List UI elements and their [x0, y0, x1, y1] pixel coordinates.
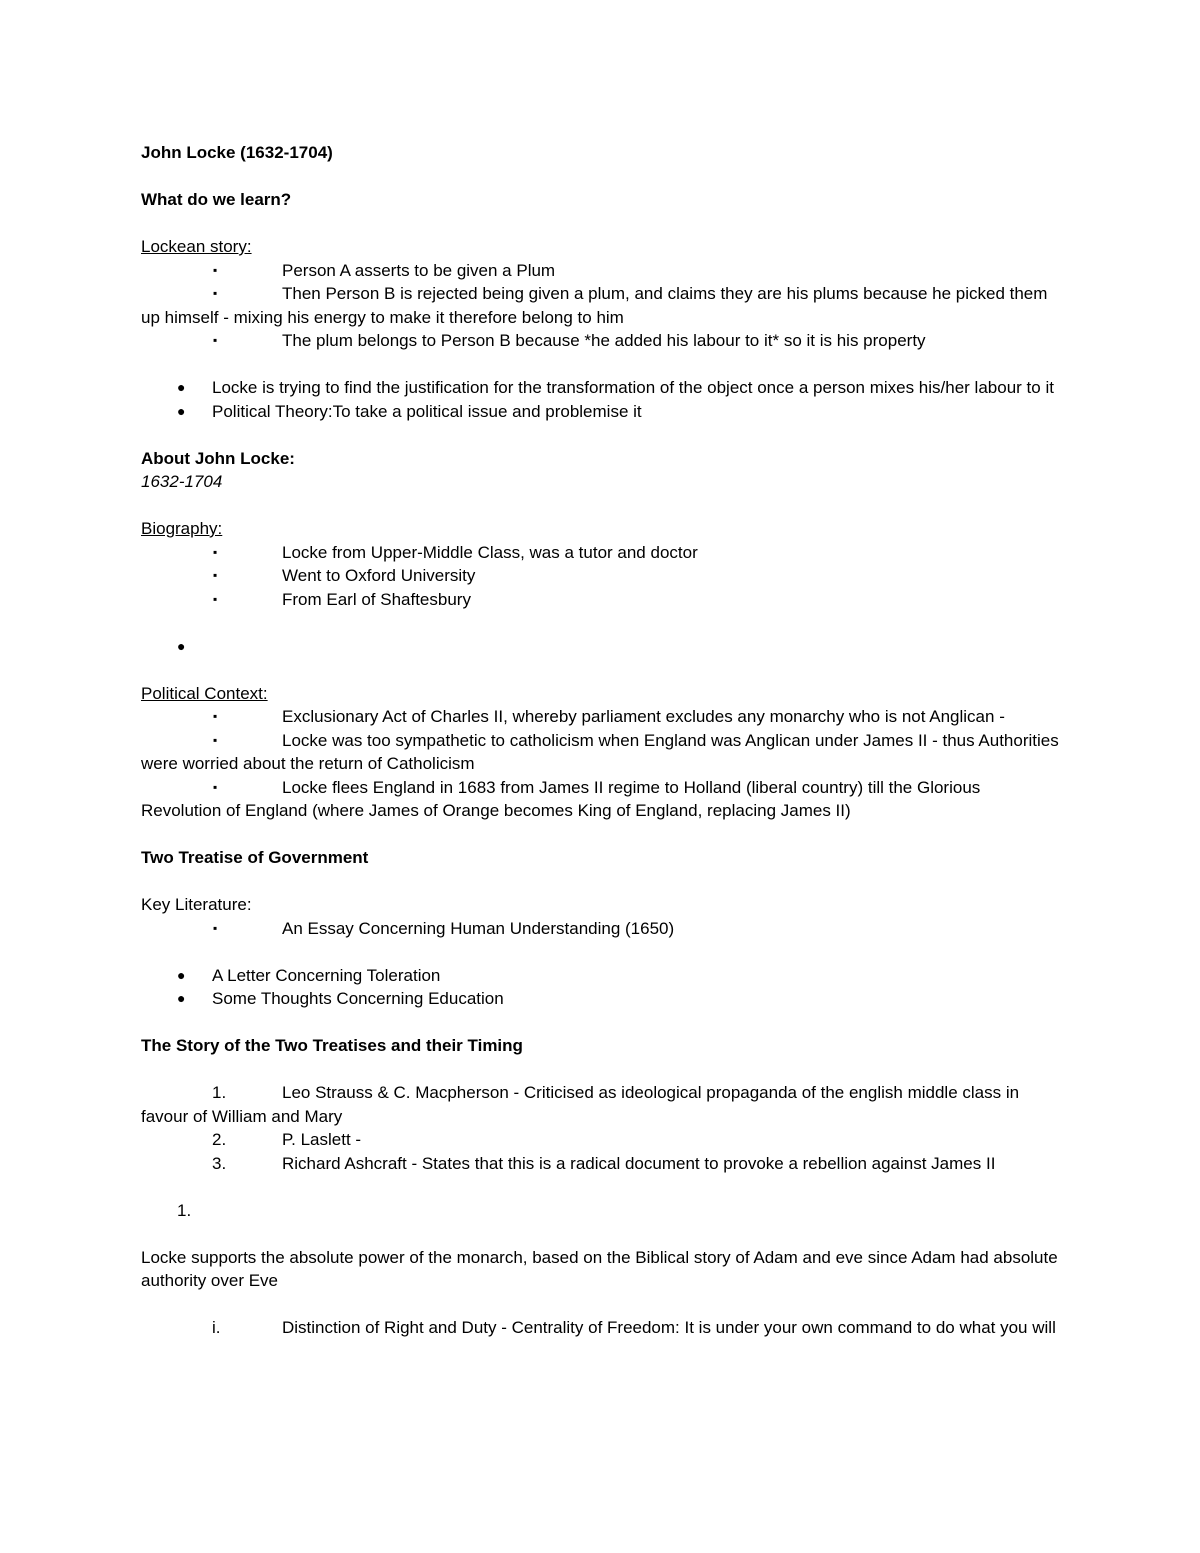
spacer [141, 1011, 1060, 1035]
item-number: 2. [212, 1130, 227, 1149]
dot-bullet-icon: ● [177, 966, 186, 983]
biography-label: Biography: [141, 519, 223, 538]
list-item: ● Locke is trying to find the justification for the transformation of the object once a person mixes his/her labour to it [141, 376, 1060, 400]
spacer [141, 1175, 1060, 1199]
list-item: ● Political Theory:To take a political issue and problemise it [141, 400, 1060, 424]
story-heading: The Story of the Two Treatises and their Timing [141, 1036, 523, 1055]
political-context-label: Political Context: [141, 683, 268, 703]
square-bullet-icon: ▪ [213, 709, 218, 723]
square-bullet-icon: ▪ [213, 544, 218, 559]
spacer [141, 1058, 1060, 1082]
spacer [141, 423, 1060, 447]
lone-numbered-item: 1. [177, 1200, 192, 1220]
document-title: John Locke (1632-1704) [141, 143, 333, 162]
numbered-item: 3. Richard Ashcraft - States that this is a radical document to provoke a rebellion against James II [141, 1152, 1060, 1176]
numbered-item: 2. P. Laslett - [141, 1128, 1060, 1152]
spacer [141, 165, 1060, 189]
roman-item: i. Distinction of Right and Duty - Centrality of Freedom: It is under your own command to do what you will [141, 1316, 1060, 1340]
list-item: ▪ Went to Oxford University [141, 564, 1060, 588]
item-number: i. [212, 1318, 221, 1337]
square-bullet-icon: ▪ [213, 779, 218, 794]
spacer [141, 494, 1060, 518]
spacer [141, 823, 1060, 847]
square-bullet-icon: ▪ [213, 568, 218, 582]
item-number: 1. [212, 1083, 227, 1102]
dot-bullet-icon: ● [177, 637, 186, 654]
learn-heading: What do we learn? [141, 190, 292, 209]
absolute-power-paragraph: Locke supports the absolute power of the monarch, based on the Biblical story of Adam and eve since Adam had absolute authority over Eve [141, 1247, 1058, 1290]
numbered-item: 1. Leo Strauss & C. Macpherson - Criticised as ideological propaganda of the english middle class in favour of William and Mary [141, 1083, 1020, 1126]
spacer [141, 212, 1060, 236]
two-treatise-heading: Two Treatise of Government [141, 848, 369, 867]
square-bullet-icon: ▪ [213, 591, 218, 606]
spacer [141, 1222, 1060, 1246]
list-item: ▪ Then Person B is rejected being given a plum, and claims they are his plums because he picked them up himself - mixing his energy to make it therefore belong to him [141, 284, 1048, 327]
list-item: ▪ An Essay Concerning Human Understanding (1650) [141, 917, 1060, 941]
list-item: ▪ The plum belongs to Person B because *he added his labour to it* so it is his property [141, 329, 1060, 353]
spacer [141, 611, 1060, 635]
dot-bullet-icon: ● [177, 990, 186, 1006]
list-item: ▪ Locke was too sympathetic to catholicism when England was Anglican under James II - thus Authorities were worried about the return of Catholicism [141, 730, 1059, 773]
about-heading: About John Locke: [141, 448, 295, 468]
square-bullet-icon: ▪ [213, 262, 218, 277]
empty-list-item [141, 635, 1060, 659]
list-item: ▪ Locke flees England in 1683 from James II regime to Holland (liberal country) till the Glorious Revolution of England (where James of Orange becomes King of England, replacing James II) [141, 777, 981, 820]
list-item: ● Some Thoughts Concerning Education [141, 987, 1060, 1011]
lockean-story-label: Lockean story: [141, 237, 252, 256]
dot-bullet-icon: ● [177, 379, 186, 395]
dot-bullet-icon: ● [177, 402, 186, 419]
spacer [141, 353, 1060, 377]
list-item: ▪ From Earl of Shaftesbury [141, 588, 1060, 612]
square-bullet-icon: ▪ [213, 333, 218, 347]
spacer [141, 658, 1060, 682]
about-dates: 1632-1704 [141, 472, 223, 491]
list-item: ● A Letter Concerning Toleration [141, 964, 1060, 988]
square-bullet-icon: ▪ [213, 286, 218, 300]
square-bullet-icon: ▪ [213, 920, 218, 935]
item-number: 3. [212, 1153, 227, 1173]
list-item: ▪ Locke from Upper-Middle Class, was a tutor and doctor [141, 541, 1060, 565]
square-bullet-icon: ▪ [213, 732, 218, 747]
list-item: ▪ Exclusionary Act of Charles II, whereby parliament excludes any monarchy who is not Anglican - [141, 705, 1060, 729]
spacer [141, 940, 1060, 964]
spacer [141, 1293, 1060, 1317]
key-literature-label: Key Literature: [141, 895, 252, 914]
list-item: ▪ Person A asserts to be given a Plum [141, 259, 1060, 283]
spacer [141, 870, 1060, 894]
